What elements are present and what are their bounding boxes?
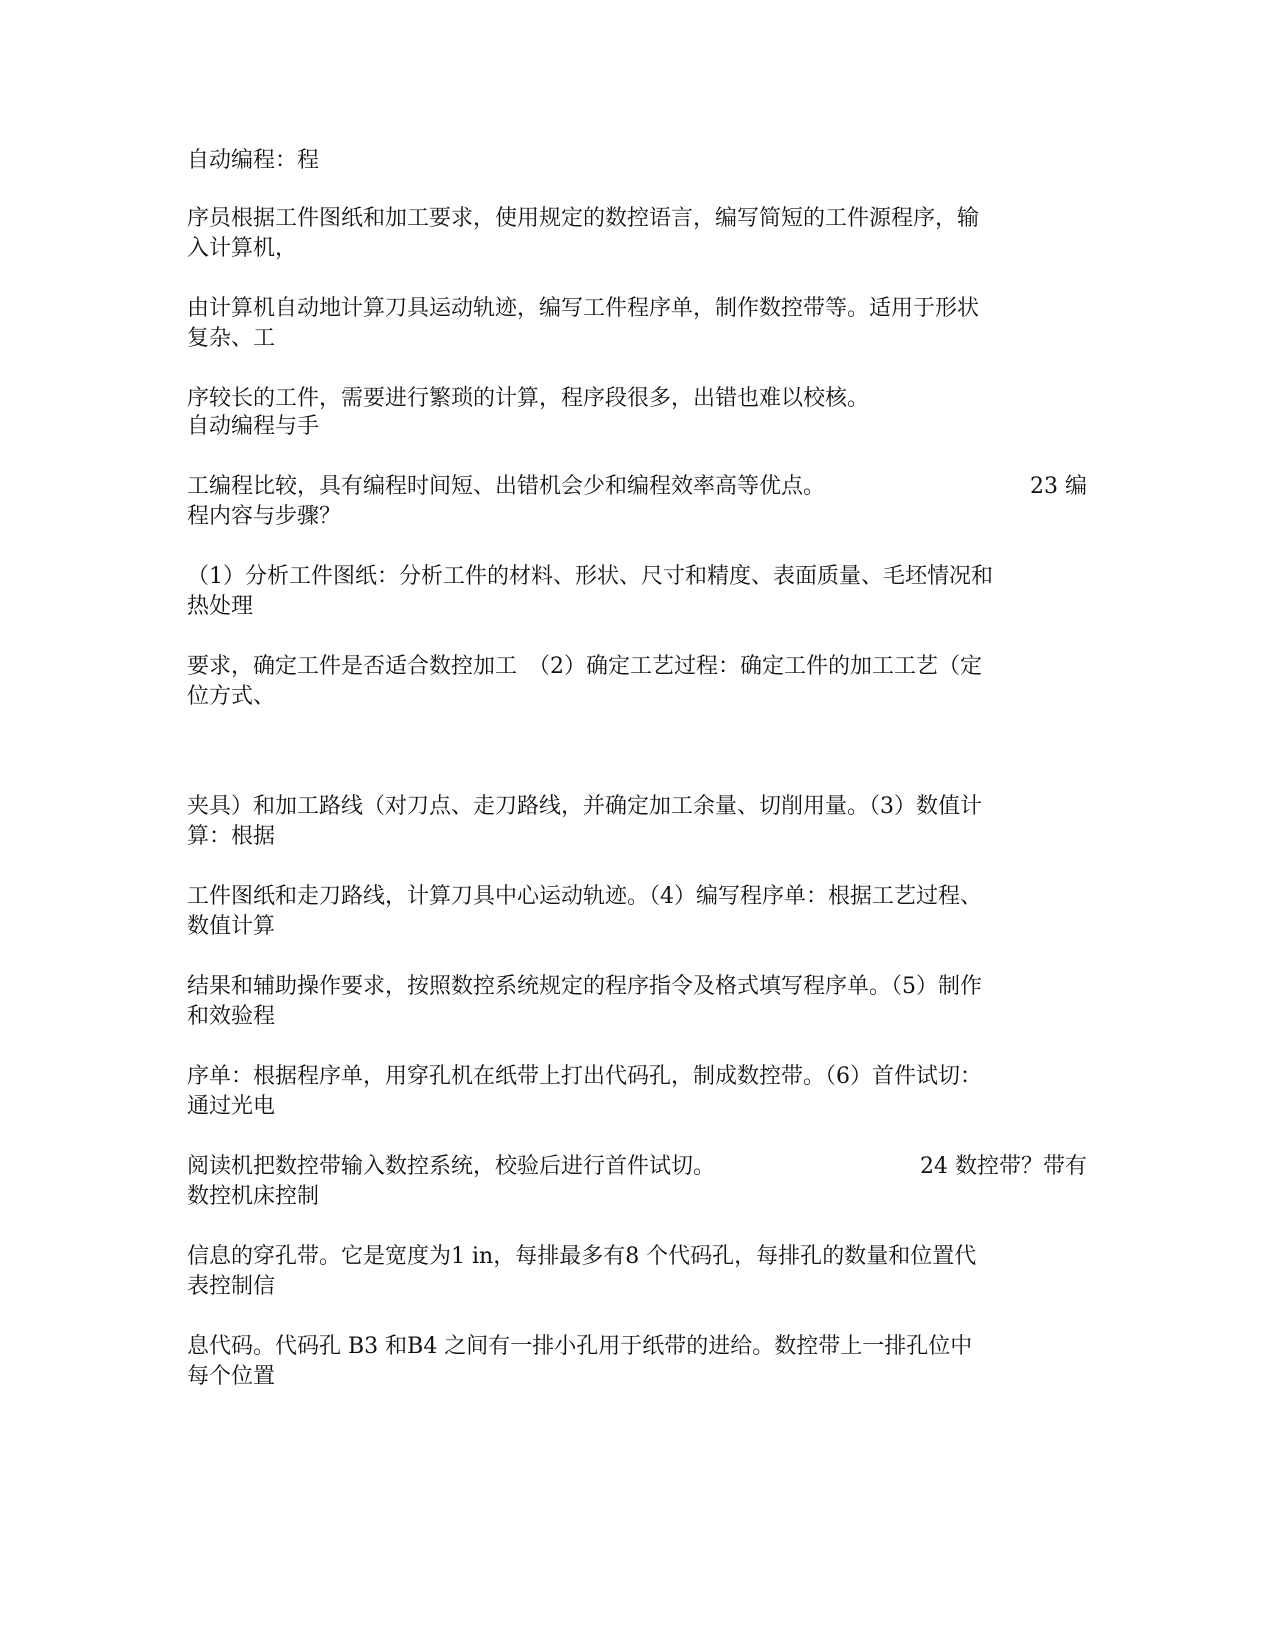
text-line: 热处理 [187, 594, 254, 619]
text-line: 序员根据工件图纸和加工要求，使用规定的数控语言，编写简短的工件源程序，输 [187, 206, 980, 231]
text-line: 位方式、 [187, 684, 276, 709]
text-line [187, 1154, 1087, 1180]
text-line: 入计算机， [187, 236, 298, 261]
text-line: 程内容与步骤？ [187, 504, 342, 529]
text-segment: 工编程比较，具有编程时间短、出错机会少和编程效率高等优点。 [187, 474, 826, 499]
text-line: 夹具）和加工路线（对刀点、走刀路线，并确定加工余量、切削用量。（3）数值计 [187, 794, 982, 819]
text-line: 复杂、工 [187, 326, 276, 351]
text-line: 每个位置 [187, 1364, 276, 1389]
text-line: 表控制信 [187, 1274, 276, 1299]
text-segment: 23 编 [1030, 474, 1087, 499]
text-line: 数值计算 [187, 914, 276, 939]
text-line: 息代码。代码孔 B3 和B4 之间有一排小孔用于纸带的进给。数控带上一排孔位中 [187, 1334, 973, 1359]
text-line: 通过光电 [187, 1094, 276, 1119]
text-line: （1）分析工件图纸：分析工件的材料、形状、尺寸和精度、表面质量、毛坯情况和 [187, 564, 993, 589]
text-line: 数控机床控制 [187, 1184, 320, 1209]
text-segment: 24 数控带？带有 [920, 1154, 1087, 1179]
text-segment: 阅读机把数控带输入数控系统，校验后进行首件试切。 [187, 1154, 716, 1179]
text-line: 工件图纸和走刀路线，计算刀具中心运动轨迹。（4）编写程序单：根据工艺过程、 [187, 884, 982, 909]
text-line: 算：根据 [187, 824, 276, 849]
text-line: 序单：根据程序单，用穿孔机在纸带上打出代码孔，制成数控带。（6）首件试切： [187, 1064, 982, 1089]
text-line: 结果和辅助操作要求，按照数控系统规定的程序指令及格式填写程序单。（5）制作 [187, 974, 982, 999]
text-line [187, 474, 1087, 500]
text-line: 由计算机自动地计算刀具运动轨迹，编写工件程序单，制作数控带等。适用于形状 [187, 296, 980, 321]
text-line: 要求，确定工件是否适合数控加工 （2）确定工艺过程：确定工件的加工工艺（定 [187, 654, 982, 679]
text-line: 和效验程 [187, 1004, 276, 1029]
text-line: 信息的穿孔带。它是宽度为1 in，每排最多有8 个代码孔，每排孔的数量和位置代 [187, 1244, 977, 1269]
text-line: 自动编程：程 [187, 148, 320, 173]
text-line: 序较长的工件，需要进行繁琐的计算，程序段很多，出错也难以校核。 [187, 386, 870, 411]
text-line: 自动编程与手 [187, 414, 320, 439]
